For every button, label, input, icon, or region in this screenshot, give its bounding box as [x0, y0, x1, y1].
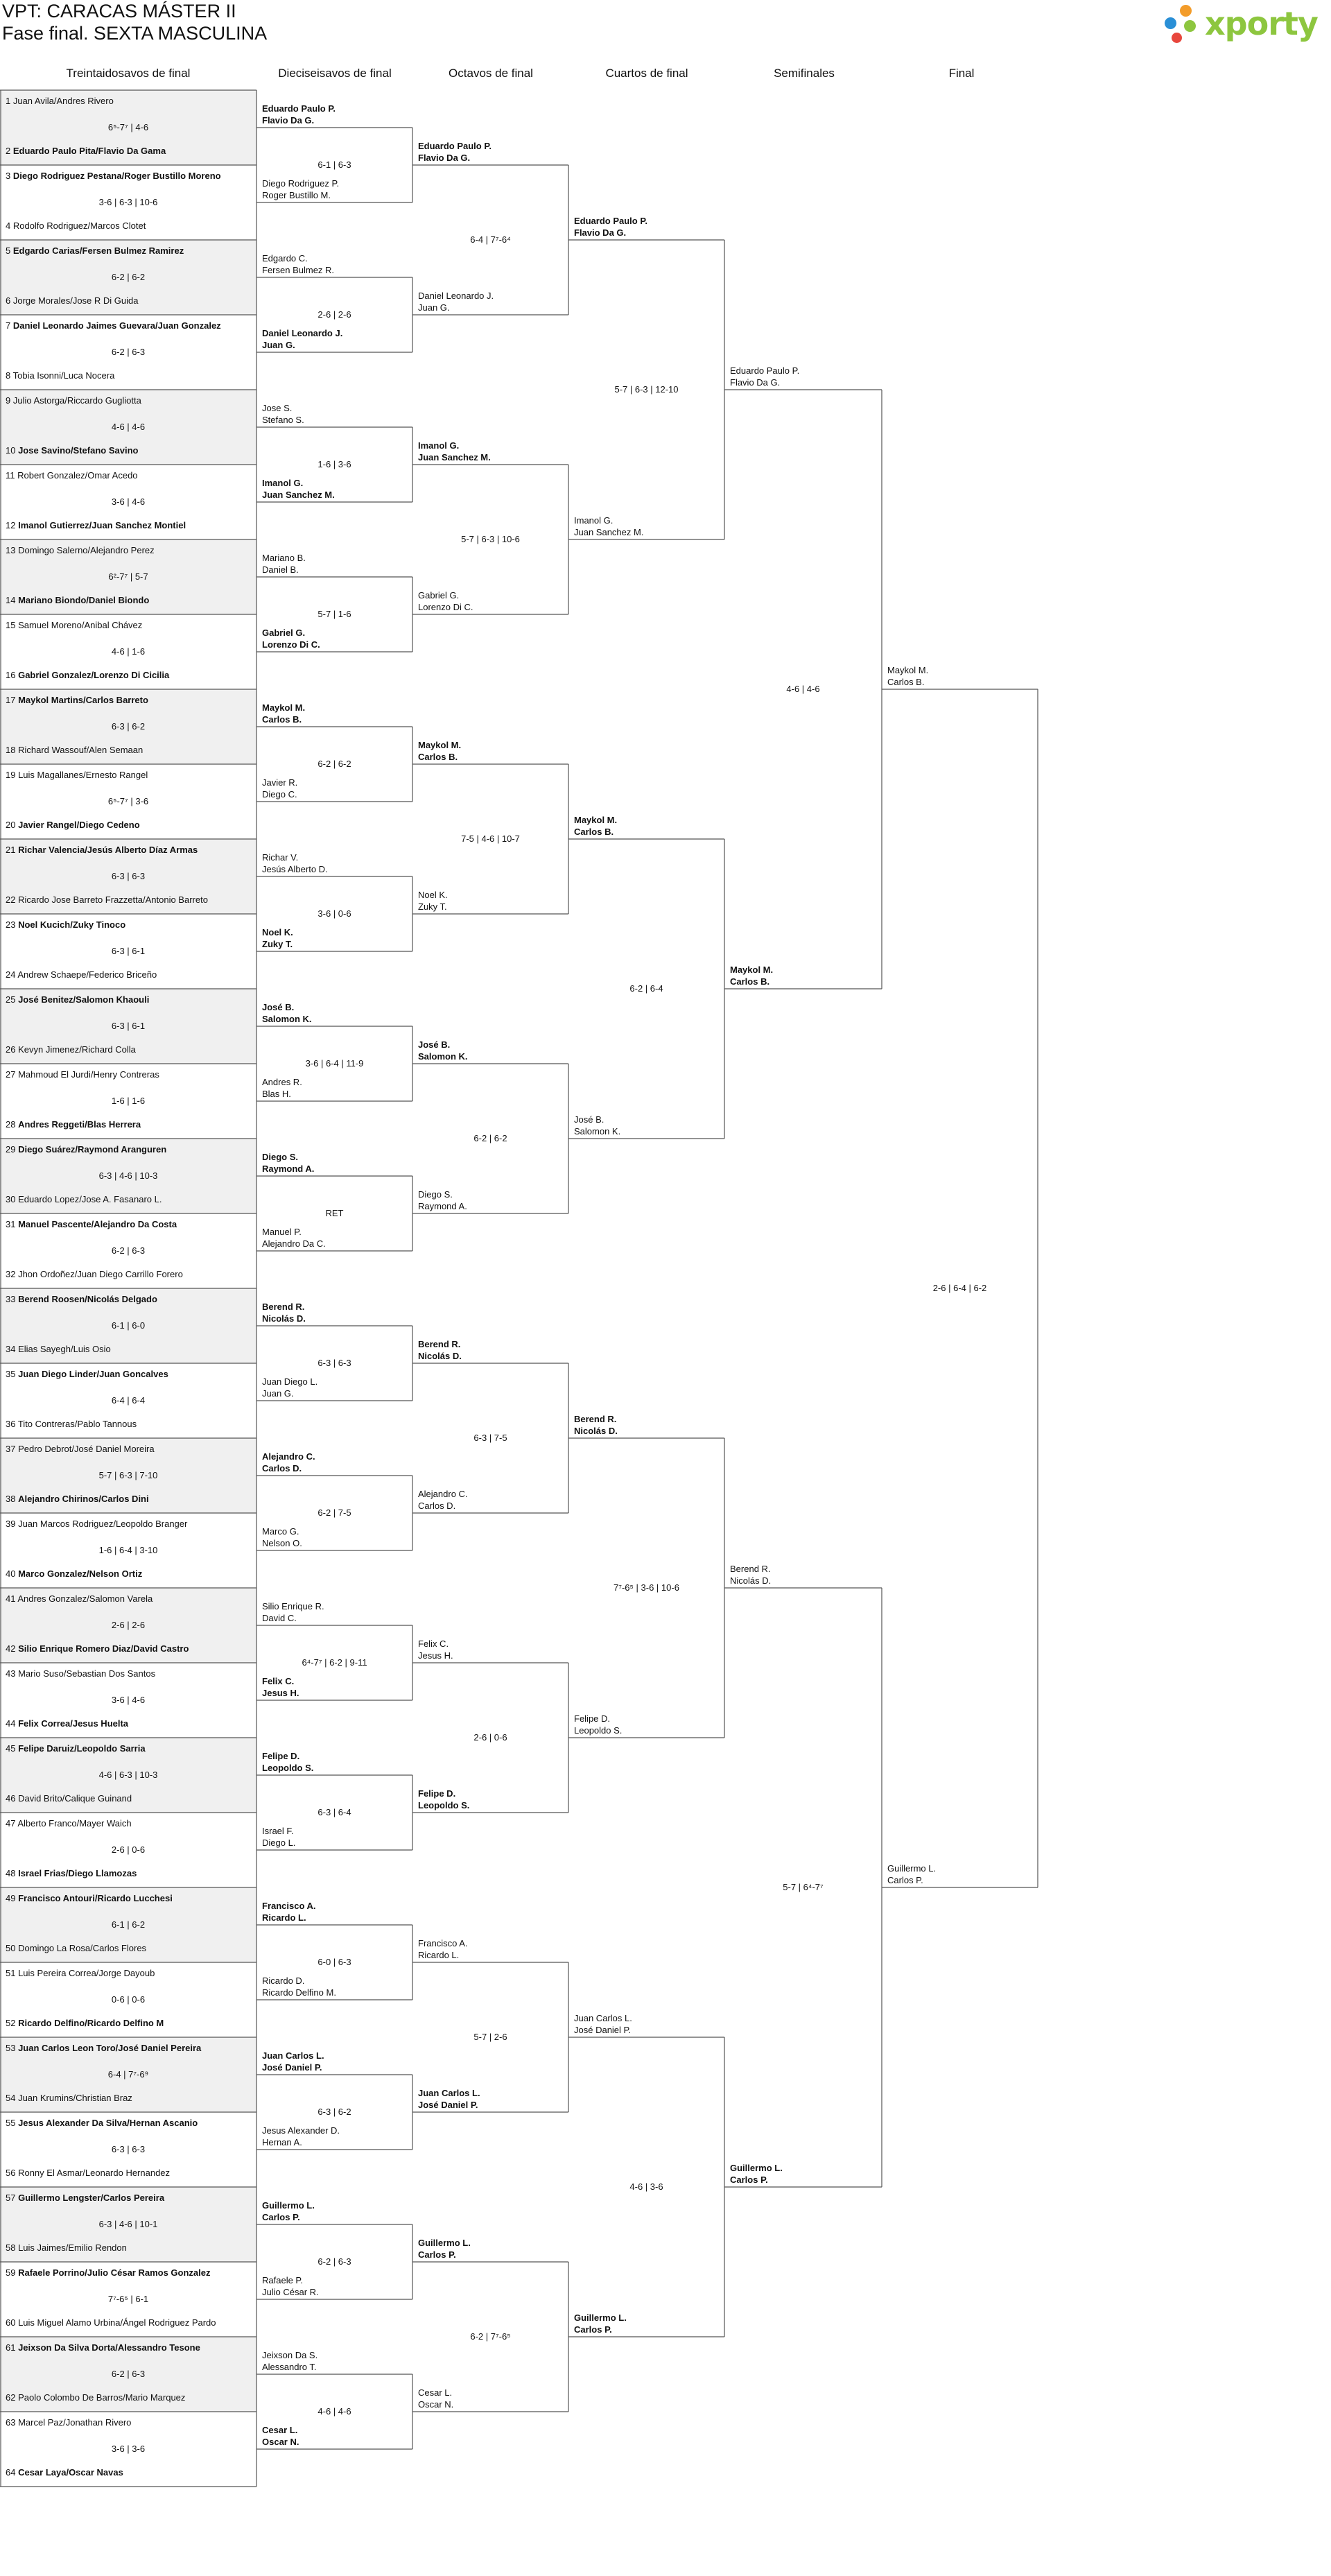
team-label: Diego S. Raymond A.: [418, 1189, 467, 1211]
seed-number: 25: [6, 994, 19, 1005]
match-score: 3-6 | 0-6: [317, 908, 351, 919]
match-score: 5-7 | 6-3 | 12-10: [614, 384, 679, 395]
match-score: 5-7 | 6⁴-7⁷: [783, 1882, 824, 1892]
team-label: Jose S. Stefano S.: [262, 403, 304, 425]
match-score: 6²-7⁷ | 5-7: [108, 571, 148, 582]
team-label: Felipe D. Leopoldo S.: [418, 1788, 470, 1810]
seed-team: Elias Sayegh/Luis Osio: [18, 1344, 111, 1354]
team-label: Diego Rodriguez P. Roger Bustillo M.: [262, 178, 340, 200]
seed-number: 53: [6, 2043, 19, 2053]
team-label: Silio Enrique R. David C.: [262, 1601, 324, 1623]
seed-team: Richard Wassouf/Alen Semaan: [18, 745, 143, 755]
team-label: Richar V. Jesús Alberto D.: [262, 852, 328, 874]
seed-number: 8: [6, 370, 13, 381]
seed-team: Mariano Biondo/Daniel Biondo: [18, 595, 150, 605]
match-score: 6-3 | 4-6 | 10-3: [98, 1170, 158, 1181]
seed-number: 46: [6, 1793, 19, 1804]
match-score: 6-2 | 6-3: [111, 2369, 146, 2379]
team-label: Andres R. Blas H.: [262, 1077, 302, 1099]
match-score: 6-2 | 7-5: [317, 1507, 351, 1518]
seed-number: 51: [6, 1968, 19, 1978]
seed-team: Andres Reggeti/Blas Herrera: [18, 1119, 141, 1130]
match-score: 2-6 | 2-6: [111, 1620, 146, 1630]
seed-team: Berend Roosen/Nicolás Delgado: [18, 1294, 157, 1304]
seed-team: Juan Krumins/Christian Braz: [18, 2093, 132, 2103]
team-label: Noel K. Zuky T.: [262, 927, 293, 949]
seed-number: 59: [6, 2267, 19, 2278]
team-label: Guillermo L. Carlos P.: [418, 2238, 471, 2260]
match-score: 6-2 | 6-3: [317, 2256, 351, 2267]
seed-team: Mahmoud El Jurdi/Henry Contreras: [18, 1069, 159, 1080]
seed-number: 41: [6, 1593, 18, 1604]
seed-team: Juan Marcos Rodriguez/Leopoldo Branger: [18, 1519, 188, 1529]
match-score: 3-6 | 6-3 | 10-6: [98, 197, 158, 207]
seed-number: 43: [6, 1668, 19, 1679]
seed-number: 16: [6, 670, 19, 680]
match-score: 3-6 | 3-6: [111, 2444, 146, 2454]
seed-number: 5: [6, 245, 13, 256]
team-label: Daniel Leonardo J. Juan G.: [418, 291, 494, 313]
seed-number: 9: [6, 395, 13, 406]
seed-number: 40: [6, 1568, 19, 1579]
team-label: Diego S. Raymond A.: [262, 1152, 315, 1174]
round-header: Treintaidosavos de final: [66, 67, 191, 80]
team-label: Alejandro C. Carlos D.: [418, 1489, 468, 1511]
page-title: VPT: CARACAS MÁSTER II: [2, 1, 236, 21]
seed-team: Andres Gonzalez/Salomon Varela: [17, 1593, 153, 1604]
seed-team: Manuel Pascente/Alejandro Da Costa: [18, 1219, 177, 1229]
seed-number: 38: [6, 1494, 19, 1504]
seed-number: 23: [6, 919, 19, 930]
team-label: Juan Diego L. Juan G.: [262, 1376, 318, 1399]
match-score: 4-6 | 1-6: [111, 646, 146, 657]
match-score: 4-6 | 3-6: [629, 2181, 663, 2192]
match-score: 5-7 | 1-6: [317, 609, 351, 619]
seed-team: Julio Astorga/Riccardo Gugliotta: [12, 395, 141, 406]
match-score: 5-7 | 6-3 | 10-6: [461, 534, 520, 544]
seed-number: 14: [6, 595, 19, 605]
match-score: 3-6 | 4-6: [111, 1695, 146, 1705]
seed-number: 49: [6, 1893, 19, 1903]
seed-number: 36: [6, 1419, 18, 1429]
seed-number: 48: [6, 1868, 19, 1878]
match-score: 6-3 | 6-2: [317, 2107, 351, 2117]
team-label: Eduardo Paulo P. Flavio Da G.: [574, 216, 647, 238]
team-label: Cesar L. Oscar N.: [262, 2425, 299, 2447]
match-score: 1-6 | 6-4 | 3-10: [98, 1545, 158, 1555]
seed-team: Jhon Ordoñez/Juan Diego Carrillo Forero: [18, 1269, 183, 1279]
match-score: 6-4 | 7⁷-6⁹: [107, 2069, 149, 2080]
seed-team: Felipe Daruiz/Leopoldo Sarria: [18, 1743, 146, 1754]
match-score: 6-2 | 6-4: [629, 983, 663, 994]
match-score: 6-2 | 6-2: [317, 759, 351, 769]
seed-team: Pedro Debrot/José Daniel Moreira: [18, 1444, 155, 1454]
match-score: 5-7 | 2-6: [473, 2032, 507, 2042]
seed-team: Samuel Moreno/Anibal Chávez: [18, 620, 143, 630]
seed-team: Richar Valencia/Jesús Alberto Díaz Armas: [18, 845, 198, 855]
match-score: 6-2 | 6-3: [111, 347, 146, 357]
round-header: Cuartos de final: [605, 67, 688, 80]
match-score: 6-3 | 6-3: [317, 1358, 351, 1368]
seed-team: Maykol Martins/Carlos Barreto: [18, 695, 148, 705]
team-label: Berend R. Nicolás D.: [574, 1414, 618, 1436]
team-label: Imanol G. Juan Sanchez M.: [574, 515, 644, 537]
match-score: 6-3 | 6-4: [317, 1807, 351, 1817]
seed-team: Israel Frias/Diego Llamozas: [18, 1868, 137, 1878]
match-score: 6-2 | 6-3: [111, 1245, 146, 1256]
seed-number: 42: [6, 1643, 19, 1654]
seed-team: Francisco Antouri/Ricardo Lucchesi: [18, 1893, 173, 1903]
seed-team: Alejandro Chirinos/Carlos Dini: [18, 1494, 149, 1504]
match-score: 4-6 | 4-6: [317, 2406, 351, 2417]
match-score: 6-3 | 4-6 | 10-1: [98, 2219, 158, 2229]
match-score: 6-3 | 6-2: [111, 721, 146, 732]
match-score: 6-3 | 7-5: [473, 1433, 507, 1443]
match-score: 6⁵-7⁷ | 4-6: [107, 122, 149, 132]
seed-number: 6: [6, 295, 13, 306]
match-score: 6⁴-7⁷ | 6-2 | 9-11: [302, 1657, 367, 1668]
match-score: 0-6 | 0-6: [111, 1994, 146, 2005]
team-label: Guillermo L. Carlos P.: [887, 1863, 937, 1885]
logo-text: xporty: [1205, 5, 1318, 42]
seed-team: Juan Avila/Andres Rivero: [12, 96, 114, 106]
match-score: 1-6 | 3-6: [317, 459, 351, 469]
team-label: Marco G. Nelson O.: [262, 1526, 302, 1548]
seed-team: Domingo Salerno/Alejandro Perez: [18, 545, 155, 555]
seed-team: Eduardo Paulo Pita/Flavio Da Gama: [12, 146, 166, 156]
seed-team: Ricardo Delfino/Ricardo Delfino M: [18, 2018, 164, 2028]
seed-team: Jeixson Da Silva Dorta/Alessandro Tesone: [18, 2342, 200, 2353]
seed-number: 60: [6, 2317, 19, 2328]
round-header: Dieciseisavos de final: [278, 67, 392, 80]
seed-number: 34: [6, 1344, 19, 1354]
seed-team: Noel Kucich/Zuky Tinoco: [18, 919, 126, 930]
seed-team: Javier Rangel/Diego Cedeno: [18, 820, 140, 830]
seed-team: Kevyn Jimenez/Richard Colla: [18, 1044, 136, 1055]
seed-team: Robert Gonzalez/Omar Acedo: [17, 470, 138, 481]
team-label: Berend R. Nicolás D.: [730, 1564, 772, 1586]
seed-number: 21: [6, 845, 19, 855]
team-label: Gabriel G. Lorenzo Di C.: [418, 590, 473, 612]
team-label: Juan Carlos L. José Daniel P.: [418, 2088, 480, 2110]
seed-team: Rafaele Porrino/Julio César Ramos Gonzalez: [18, 2267, 211, 2278]
seed-number: 13: [6, 545, 19, 555]
team-label: Guillermo L. Carlos P.: [574, 2313, 627, 2335]
seed-number: 20: [6, 820, 19, 830]
match-score: 7⁷-6⁵ | 6-1: [107, 2294, 149, 2304]
match-score: 7⁷-6⁵ | 3-6 | 10-6: [614, 1582, 679, 1593]
match-score: 7-5 | 4-6 | 10-7: [461, 833, 520, 844]
seed-number: 63: [6, 2417, 19, 2428]
seed-number: 54: [6, 2093, 19, 2103]
seed-team: Jose Savino/Stefano Savino: [18, 445, 139, 456]
seed-number: 33: [6, 1294, 19, 1304]
seed-team: Jorge Morales/Jose R Di Guida: [12, 295, 139, 306]
seed-team: Alberto Franco/Mayer Waich: [17, 1818, 132, 1829]
seed-team: Tito Contreras/Pablo Tannous: [17, 1419, 137, 1429]
seed-team: Silio Enrique Romero Diaz/David Castro: [18, 1643, 189, 1654]
team-label: Cesar L. Oscar N.: [418, 2387, 454, 2410]
seed-number: 32: [6, 1269, 19, 1279]
match-score: 4-6 | 6-3 | 10-3: [98, 1770, 158, 1780]
match-score: 6⁵-7⁷ | 3-6: [107, 796, 149, 806]
match-score: 6-3 | 6-1: [111, 946, 146, 956]
team-label: Felipe D. Leopoldo S.: [262, 1751, 314, 1773]
team-label: Imanol G. Juan Sanchez M.: [262, 478, 335, 500]
team-label: Felix C. Jesus H.: [262, 1676, 299, 1698]
match-score: 6-0 | 6-3: [317, 1957, 351, 1967]
seed-team: Andrew Schaepe/Federico Briceño: [17, 969, 157, 980]
match-score: 6-1 | 6-2: [111, 1919, 146, 1930]
team-label: Juan Carlos L. José Daniel P.: [574, 2013, 632, 2035]
team-label: Manuel P. Alejandro Da C.: [262, 1227, 326, 1249]
seed-number: 26: [6, 1044, 19, 1055]
team-label: Imanol G. Juan Sanchez M.: [418, 440, 491, 463]
team-label: Mariano B. Daniel B.: [262, 553, 306, 575]
seed-number: 12: [6, 520, 19, 530]
seed-team: Rodolfo Rodriguez/Marcos Clotet: [12, 221, 146, 231]
seed-number: 7: [6, 320, 13, 331]
team-label: Felix C. Jesus H.: [418, 1639, 453, 1661]
match-score: 4-6 | 4-6: [111, 422, 146, 432]
seed-team: David Brito/Calique Guinand: [18, 1793, 132, 1804]
team-label: Maykol M. Carlos B.: [887, 665, 929, 687]
team-label: Gabriel G. Lorenzo Di C.: [262, 628, 320, 650]
match-score: 5-7 | 6-3 | 7-10: [98, 1470, 158, 1480]
match-score: 2-6 | 2-6: [317, 309, 351, 320]
team-label: Francisco A. Ricardo L.: [262, 1901, 316, 1923]
seed-team: Marco Gonzalez/Nelson Ortiz: [18, 1568, 143, 1579]
seed-number: 4: [6, 221, 13, 231]
seed-number: 52: [6, 2018, 19, 2028]
team-label: Jesus Alexander D. Hernan A.: [262, 2125, 340, 2147]
team-label: Juan Carlos L. José Daniel P.: [262, 2050, 324, 2073]
team-label: Berend R. Nicolás D.: [262, 1302, 306, 1324]
seed-number: 56: [6, 2168, 19, 2178]
seed-number: 35: [6, 1369, 19, 1379]
seed-team: Mario Suso/Sebastian Dos Santos: [18, 1668, 156, 1679]
seed-number: 50: [6, 1943, 19, 1953]
match-score: 6-4 | 7⁷-6⁴: [470, 234, 511, 245]
match-score: 6-3 | 6-3: [111, 871, 146, 881]
match-score: 4-6 | 4-6: [786, 684, 820, 694]
team-label: Eduardo Paulo P. Flavio Da G.: [262, 103, 336, 126]
round-header: Final: [948, 67, 975, 80]
match-score: 1-6 | 1-6: [111, 1096, 146, 1106]
seed-team: Luis Magallanes/Ernesto Rangel: [18, 770, 148, 780]
seed-team: Juan Carlos Leon Toro/José Daniel Pereira: [18, 2043, 202, 2053]
match-score: 3-6 | 4-6: [111, 496, 146, 507]
seed-team: Luis Pereira Correa/Jorge Dayoub: [18, 1968, 155, 1978]
seed-team: Edgardo Carias/Fersen Bulmez Ramirez: [12, 245, 184, 256]
seed-team: Ricardo Jose Barreto Frazzetta/Antonio Barreto: [18, 894, 208, 905]
seed-number: 58: [6, 2242, 19, 2253]
team-label: Maykol M. Carlos B.: [730, 965, 774, 987]
round-header: Semifinales: [774, 67, 835, 80]
seed-number: 64: [6, 2467, 19, 2478]
seed-number: 17: [6, 695, 19, 705]
seed-team: Cesar Laya/Oscar Navas: [18, 2467, 123, 2478]
match-score: 2-6 | 0-6: [473, 1732, 507, 1743]
match-score: 6-2 | 6-2: [473, 1133, 507, 1143]
match-score: 6-1 | 6-0: [111, 1320, 146, 1331]
seed-number: 27: [6, 1069, 19, 1080]
team-label: Daniel Leonardo J. Juan G.: [262, 328, 343, 350]
team-label: José B. Salomon K.: [262, 1002, 312, 1024]
seed-team: Imanol Gutierrez/Juan Sanchez Montiel: [18, 520, 186, 530]
team-label: Berend R. Nicolás D.: [418, 1339, 462, 1361]
seed-team: Daniel Leonardo Jaimes Guevara/Juan Gonzalez: [12, 320, 221, 331]
team-label: Maykol M. Carlos B.: [574, 815, 618, 837]
match-score: RET: [325, 1208, 344, 1218]
team-label: Rafaele P. Julio César R.: [262, 2275, 319, 2297]
match-score: 6-3 | 6-3: [111, 2144, 146, 2154]
team-label: Francisco A. Ricardo L.: [418, 1938, 468, 1960]
seed-number: 55: [6, 2118, 19, 2128]
seed-number: 61: [6, 2342, 19, 2353]
team-label: Eduardo Paulo P. Flavio Da G.: [730, 365, 800, 388]
seed-number: 1: [6, 96, 13, 106]
team-label: Javier R. Diego C.: [262, 777, 298, 799]
seed-number: 62: [6, 2392, 19, 2403]
seed-number: 37: [6, 1444, 19, 1454]
seed-team: Ronny El Asmar/Leonardo Hernandez: [18, 2168, 171, 2178]
match-score: 2-6 | 6-4 | 6-2: [932, 1283, 987, 1293]
match-score: 6-2 | 7⁷-6⁵: [470, 2331, 511, 2342]
match-score: 3-6 | 6-4 | 11-9: [305, 1058, 364, 1069]
team-label: Felipe D. Leopoldo S.: [574, 1713, 623, 1736]
seed-team: Diego Rodriguez Pestana/Roger Bustillo Moreno: [12, 171, 221, 181]
seed-team: Luis Miguel Alamo Urbina/Ángel Rodriguez Pardo: [18, 2317, 216, 2328]
seed-number: 45: [6, 1743, 19, 1754]
match-score: 6-3 | 6-1: [111, 1021, 146, 1031]
seed-team: Tobia Isonni/Luca Nocera: [12, 370, 115, 381]
seed-team: Juan Diego Linder/Juan Goncalves: [18, 1369, 168, 1379]
seed-number: 22: [6, 894, 19, 905]
seed-number: 19: [6, 770, 19, 780]
match-score: 6-4 | 6-4: [111, 1395, 146, 1406]
team-label: Maykol M. Carlos B.: [262, 702, 306, 725]
seed-team: Jesus Alexander Da Silva/Hernan Ascanio: [18, 2118, 198, 2128]
seed-team: Domingo La Rosa/Carlos Flores: [18, 1943, 147, 1953]
match-score: 6-1 | 6-3: [317, 159, 351, 170]
match-score: 2-6 | 0-6: [111, 1844, 146, 1855]
seed-number: 10: [6, 445, 19, 456]
seed-team: Eduardo Lopez/Jose A. Fasanaro L.: [18, 1194, 162, 1204]
team-label: Maykol M. Carlos B.: [418, 740, 462, 762]
seed-number: 57: [6, 2193, 19, 2203]
seed-team: José Benitez/Salomon Khaouli: [18, 994, 150, 1005]
page-subtitle: Fase final. SEXTA MASCULINA: [2, 23, 268, 44]
round-header: Octavos de final: [449, 67, 533, 80]
seed-number: 29: [6, 1144, 19, 1155]
team-label: Alejandro C. Carlos D.: [262, 1451, 315, 1473]
match-score: 6-2 | 6-2: [111, 272, 146, 282]
seed-number: 3: [6, 171, 13, 181]
seed-team: Gabriel Gonzalez/Lorenzo Di Cicilia: [18, 670, 170, 680]
team-label: Israel F. Diego L.: [262, 1826, 296, 1848]
seed-number: 15: [6, 620, 19, 630]
team-label: Noel K. Zuky T.: [418, 890, 448, 912]
team-label: José B. Salomon K.: [574, 1114, 621, 1136]
seed-number: 47: [6, 1818, 18, 1829]
seed-team: Paolo Colombo De Barros/Mario Marquez: [18, 2392, 186, 2403]
seed-team: Luis Jaimes/Emilio Rendon: [18, 2242, 127, 2253]
seed-number: 2: [6, 146, 13, 156]
team-label: Ricardo D. Ricardo Delfino M.: [262, 1976, 336, 1998]
seed-number: 24: [6, 969, 18, 980]
team-label: Eduardo Paulo P. Flavio Da G.: [418, 141, 491, 163]
team-label: José B. Salomon K.: [418, 1039, 468, 1062]
seed-team: Guillermo Lengster/Carlos Pereira: [18, 2193, 165, 2203]
seed-number: 30: [6, 1194, 19, 1204]
seed-team: Felix Correa/Jesus Huelta: [18, 1718, 129, 1729]
team-label: Guillermo L. Carlos P.: [730, 2163, 783, 2185]
team-label: Jeixson Da S. Alessandro T.: [262, 2350, 318, 2372]
seed-number: 39: [6, 1519, 19, 1529]
seed-team: Diego Suárez/Raymond Aranguren: [18, 1144, 167, 1155]
team-label: Edgardo C. Fersen Bulmez R.: [262, 253, 335, 275]
seed-number: 18: [6, 745, 19, 755]
seed-number: 28: [6, 1119, 19, 1130]
seed-number: 11: [6, 470, 18, 481]
seed-number: 31: [6, 1219, 19, 1229]
team-label: Guillermo L. Carlos P.: [262, 2200, 315, 2222]
seed-number: 44: [6, 1718, 19, 1729]
seed-team: Marcel Paz/Jonathan Rivero: [18, 2417, 132, 2428]
